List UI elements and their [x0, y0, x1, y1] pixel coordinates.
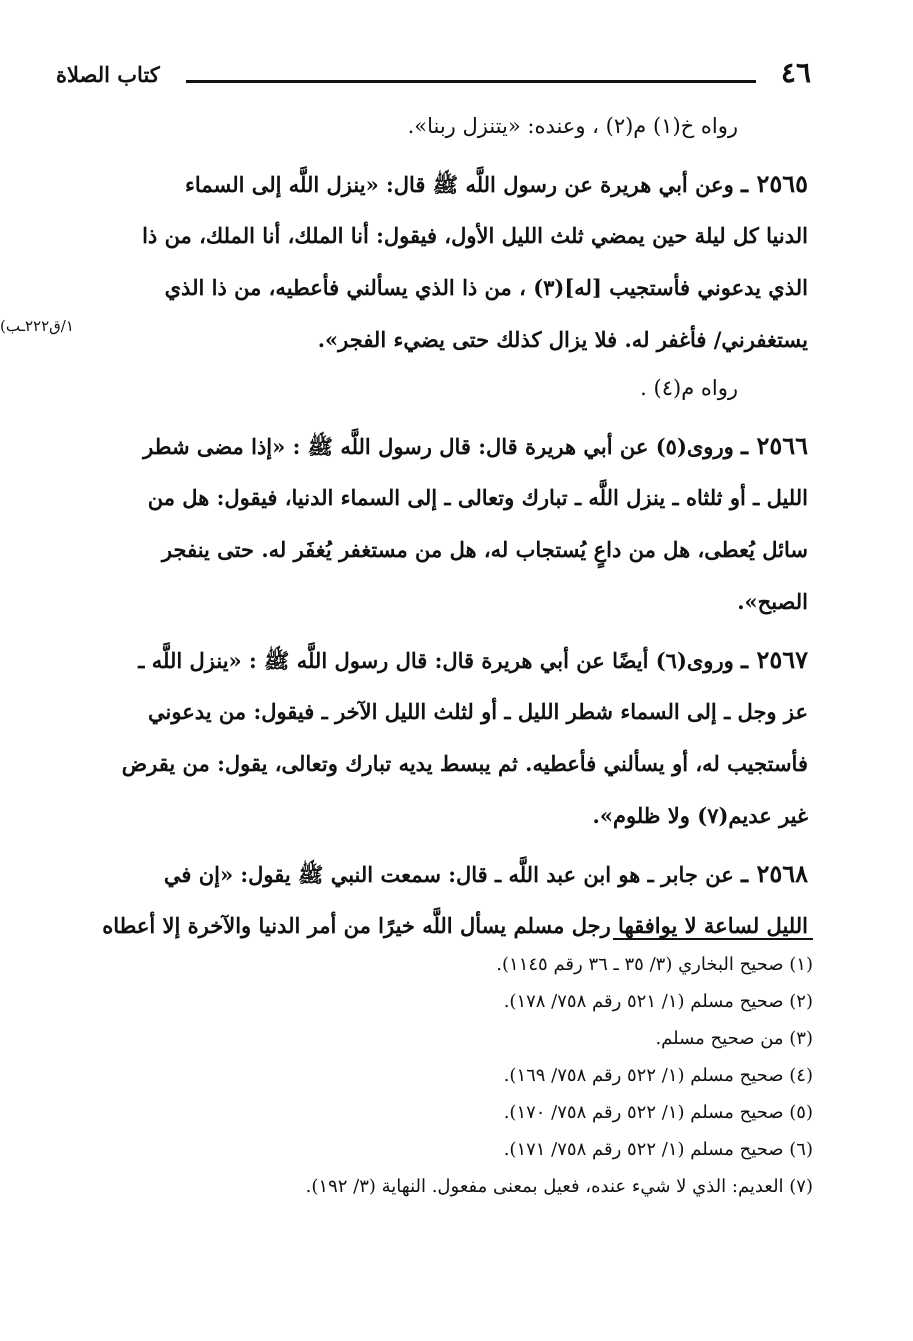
text-line: الصبح». — [737, 589, 808, 614]
text-line: فأستجيب له، أو يسألني فأعطيه. ثم يبسط يديه تبارك وتعالى، يقول: من يقرض — [121, 751, 808, 776]
text-line: رواه م(٤) . — [640, 376, 738, 400]
text-line: الليل ـ أو ثلثاه ـ ينزل اللَّه ـ تبارك وتعالى ـ إلى السماء الدنيا، فيقول: هل من — [147, 485, 808, 510]
text-line: وعن أبي هريرة عن رسول اللَّه ﷺ قال: «ينزل اللَّه إلى السماء — [185, 172, 734, 197]
hadith-2568-line — [70, 848, 808, 900]
text-line: الليل لساعة لا يوافقها رجل مسلم يسأل اللَّه خيرًا من أمر الدنيا والآخرة إلا أعطاه — [102, 913, 808, 938]
footnote: (٣) من صحيح مسلم. — [655, 1028, 813, 1049]
text-line: عز وجل ـ إلى السماء شطر الليل ـ أو لثلث الليل الآخر ـ فيقول: من يدعوني — [148, 699, 808, 724]
text-line: غير عديم(٧) ولا ظلوم». — [592, 803, 808, 828]
hadith-number: ٢٥٦٨ ـ — [741, 859, 808, 888]
footnotes — [93, 946, 813, 1205]
footnote: (١) صحيح البخاري (٣/ ٣٥ ـ ٣٦ رقم ١١٤٥). — [496, 954, 813, 975]
hadith-number: ٢٥٦٧ ـ — [741, 645, 808, 674]
text-line: وروى(٦) أيضًا عن أبي هريرة قال: قال رسول اللَّه ﷺ : «ينزل اللَّه ـ — [138, 648, 734, 673]
text-line: وروى(٥) عن أبي هريرة قال: قال رسول اللَّه ﷺ : «إذا مضى شطر — [143, 434, 734, 459]
footnote: (٧) العديم: الذي لا شيء عنده، فعيل بمعنى مفعول. النهاية (٣/ ١٩٢). — [305, 1176, 813, 1197]
text-line: رواه خ(١) م(٢) ، وعنده: «يتنزل ربنا». — [407, 114, 738, 138]
footnote: (٥) صحيح مسلم (١/ ٥٢٢ رقم ٧٥٨/ ١٧٠). — [503, 1102, 813, 1123]
hadith-2566-line — [70, 420, 808, 472]
hadith-number: ٢٥٦٦ ـ — [741, 431, 808, 460]
page-number: ٤٦ — [780, 56, 811, 89]
manuscript-margin-note: ١/ق٢٢٢ـب) — [0, 317, 74, 335]
text-line: سائل يُعطى، هل من داعٍ يُستجاب له، هل من مستغفر يُغفَر له. حتى ينفجر — [161, 537, 808, 562]
footnote: (٤) صحيح مسلم (١/ ٥٢٢ رقم ٧٥٨/ ١٦٩). — [503, 1065, 813, 1086]
hadith-number: ٢٥٦٥ ـ — [741, 169, 808, 198]
text-line: الدنيا كل ليلة حين يمضي ثلث الليل الأول، فيقول: أنا الملك، أنا الملك، من ذا — [142, 223, 808, 248]
footnote: (٢) صحيح مسلم (١/ ٥٢١ رقم ٧٥٨/ ١٧٨). — [503, 991, 813, 1012]
footnote: (٦) صحيح مسلم (١/ ٥٢٢ رقم ٧٥٨/ ١٧١). — [503, 1139, 813, 1160]
hadith-2565-line — [70, 158, 808, 210]
header-rule — [186, 80, 756, 83]
footnote-separator — [613, 938, 813, 940]
text-line: عن جابر ـ هو ابن عبد اللَّه ـ قال: سمعت النبي ﷺ يقول: «إن في — [163, 862, 734, 887]
hadith-2567-line — [70, 634, 808, 686]
text-line: يستغفرني/ فأغفر له. فلا يزال كذلك حتى يضيء الفجر». — [317, 327, 808, 352]
text-line: الذي يدعوني فأستجيب [له](٣) ، من ذا الذي يسألني فأعطيه، من ذا الذي — [164, 275, 808, 300]
book-title: كتاب الصلاة — [56, 62, 160, 87]
main-text — [70, 100, 808, 952]
